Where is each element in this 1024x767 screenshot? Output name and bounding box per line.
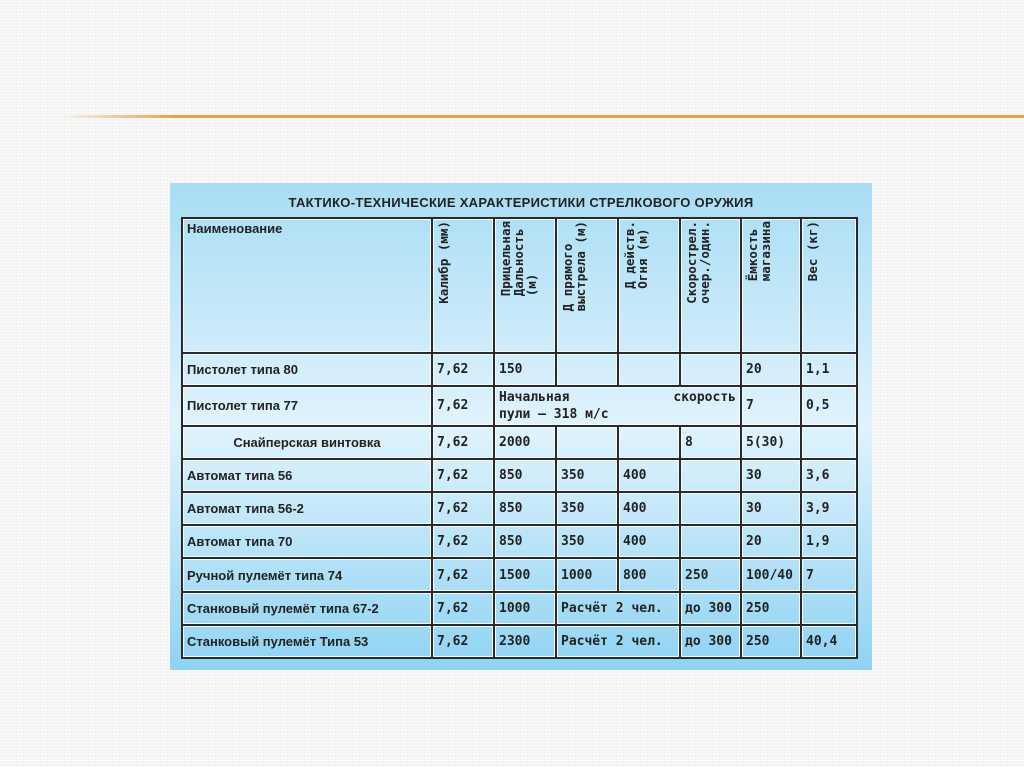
- cell-magazine: 20: [741, 525, 801, 558]
- cell-weight: 0,5: [801, 386, 857, 426]
- cell-crew: Расчёт 2 чел.: [556, 625, 680, 658]
- cell-magazine: 7: [741, 386, 801, 426]
- cell-magazine: 20: [741, 353, 801, 386]
- header-weight: Вес (кг): [801, 218, 857, 353]
- cell-magazine: 5(30): [741, 426, 801, 459]
- cell-weight: [801, 426, 857, 459]
- cell-direct-shot: 350: [556, 459, 618, 492]
- table-row: [182, 625, 857, 658]
- cell-caliber: 7,62: [432, 625, 494, 658]
- cell-caliber: 7,62: [432, 459, 494, 492]
- cell-magazine: 100/40: [741, 558, 801, 591]
- cell-caliber: 7,62: [432, 492, 494, 525]
- cell-rate: [680, 353, 741, 386]
- cell-weight: 3,6: [801, 459, 857, 492]
- cell-direct-shot: 350: [556, 525, 618, 558]
- cell-rate: до 300: [680, 592, 741, 625]
- cell-aim-range: 2300: [494, 625, 556, 658]
- table-image-panel: [170, 183, 872, 670]
- cell-direct-shot: 1000: [556, 558, 618, 591]
- cell-weight: 3,9: [801, 492, 857, 525]
- cell-weight: 1,1: [801, 353, 857, 386]
- cell-crew: Расчёт 2 чел.: [556, 592, 680, 625]
- table-row: [182, 459, 857, 492]
- cell-caliber: 7,62: [432, 386, 494, 426]
- cell-weight: 1,9: [801, 525, 857, 558]
- cell-name: Снайперская винтовка: [182, 426, 432, 459]
- header-aim-range: Прицельная Дальность (м): [494, 218, 556, 353]
- header-magazine: Ёмкость магазина: [741, 218, 801, 353]
- cell-magazine: 30: [741, 492, 801, 525]
- cell-rate: 8: [680, 426, 741, 459]
- cell-caliber: 7,62: [432, 353, 494, 386]
- cell-rate: [680, 459, 741, 492]
- cell-magazine: 30: [741, 459, 801, 492]
- cell-caliber: 7,62: [432, 426, 494, 459]
- cell-caliber: 7,62: [432, 592, 494, 625]
- table-row: [182, 592, 857, 625]
- cell-aim-range: 1500: [494, 558, 556, 591]
- table-header-row: [182, 218, 857, 353]
- cell-velocity-note: Начальная скорость пули – 318 м/с: [494, 386, 741, 426]
- table-row: [182, 492, 857, 525]
- cell-name: Ручной пулемёт типа 74: [182, 558, 432, 591]
- cell-caliber: 7,62: [432, 525, 494, 558]
- header-rate: Скорострел. очер./один.: [680, 218, 741, 353]
- cell-name: Станковый пулемёт Типа 53: [182, 625, 432, 658]
- table-title: ТАКТИКО-ТЕХНИЧЕСКИЕ ХАРАКТЕРИСТИКИ СТРЕЛКОВОГО ОРУЖИЯ: [288, 195, 754, 210]
- header-direct-shot: Д прямого выстрела (м): [556, 218, 618, 353]
- cell-caliber: 7,62: [432, 558, 494, 591]
- cell-aim-range: 850: [494, 459, 556, 492]
- cell-name: Автомат типа 70: [182, 525, 432, 558]
- cell-weight: [801, 592, 857, 625]
- accent-divider-line: [60, 115, 1024, 118]
- table-row: [182, 525, 857, 558]
- cell-aim-range: 1000: [494, 592, 556, 625]
- cell-name: Пистолет типа 80: [182, 353, 432, 386]
- cell-weight: 40,4: [801, 625, 857, 658]
- cell-direct-shot: 350: [556, 492, 618, 525]
- weapons-spec-table: [181, 217, 858, 659]
- table-row: [182, 386, 857, 426]
- cell-rate: [680, 492, 741, 525]
- table-row: [182, 426, 857, 459]
- cell-fire-range: 800: [618, 558, 680, 591]
- cell-magazine: 250: [741, 592, 801, 625]
- cell-aim-range: 850: [494, 525, 556, 558]
- cell-magazine: 250: [741, 625, 801, 658]
- cell-name: Пистолет типа 77: [182, 386, 432, 426]
- cell-fire-range: [618, 426, 680, 459]
- cell-rate: 250: [680, 558, 741, 591]
- cell-fire-range: 400: [618, 459, 680, 492]
- cell-rate: до 300: [680, 625, 741, 658]
- cell-direct-shot: [556, 353, 618, 386]
- cell-direct-shot: [556, 426, 618, 459]
- cell-weight: 7: [801, 558, 857, 591]
- cell-aim-range: 2000: [494, 426, 556, 459]
- cell-aim-range: 150: [494, 353, 556, 386]
- cell-fire-range: 400: [618, 492, 680, 525]
- cell-rate: [680, 525, 741, 558]
- cell-name: Станковый пулемёт типа 67-2: [182, 592, 432, 625]
- header-caliber: Калибр (мм): [432, 218, 494, 353]
- cell-aim-range: 850: [494, 492, 556, 525]
- header-name: Наименование: [182, 218, 432, 353]
- table-row: [182, 353, 857, 386]
- cell-fire-range: [618, 353, 680, 386]
- table-row: [182, 558, 857, 591]
- cell-name: Автомат типа 56-2: [182, 492, 432, 525]
- cell-name: Автомат типа 56: [182, 459, 432, 492]
- header-fire-range: Д действ. Огня (м): [618, 218, 680, 353]
- cell-fire-range: 400: [618, 525, 680, 558]
